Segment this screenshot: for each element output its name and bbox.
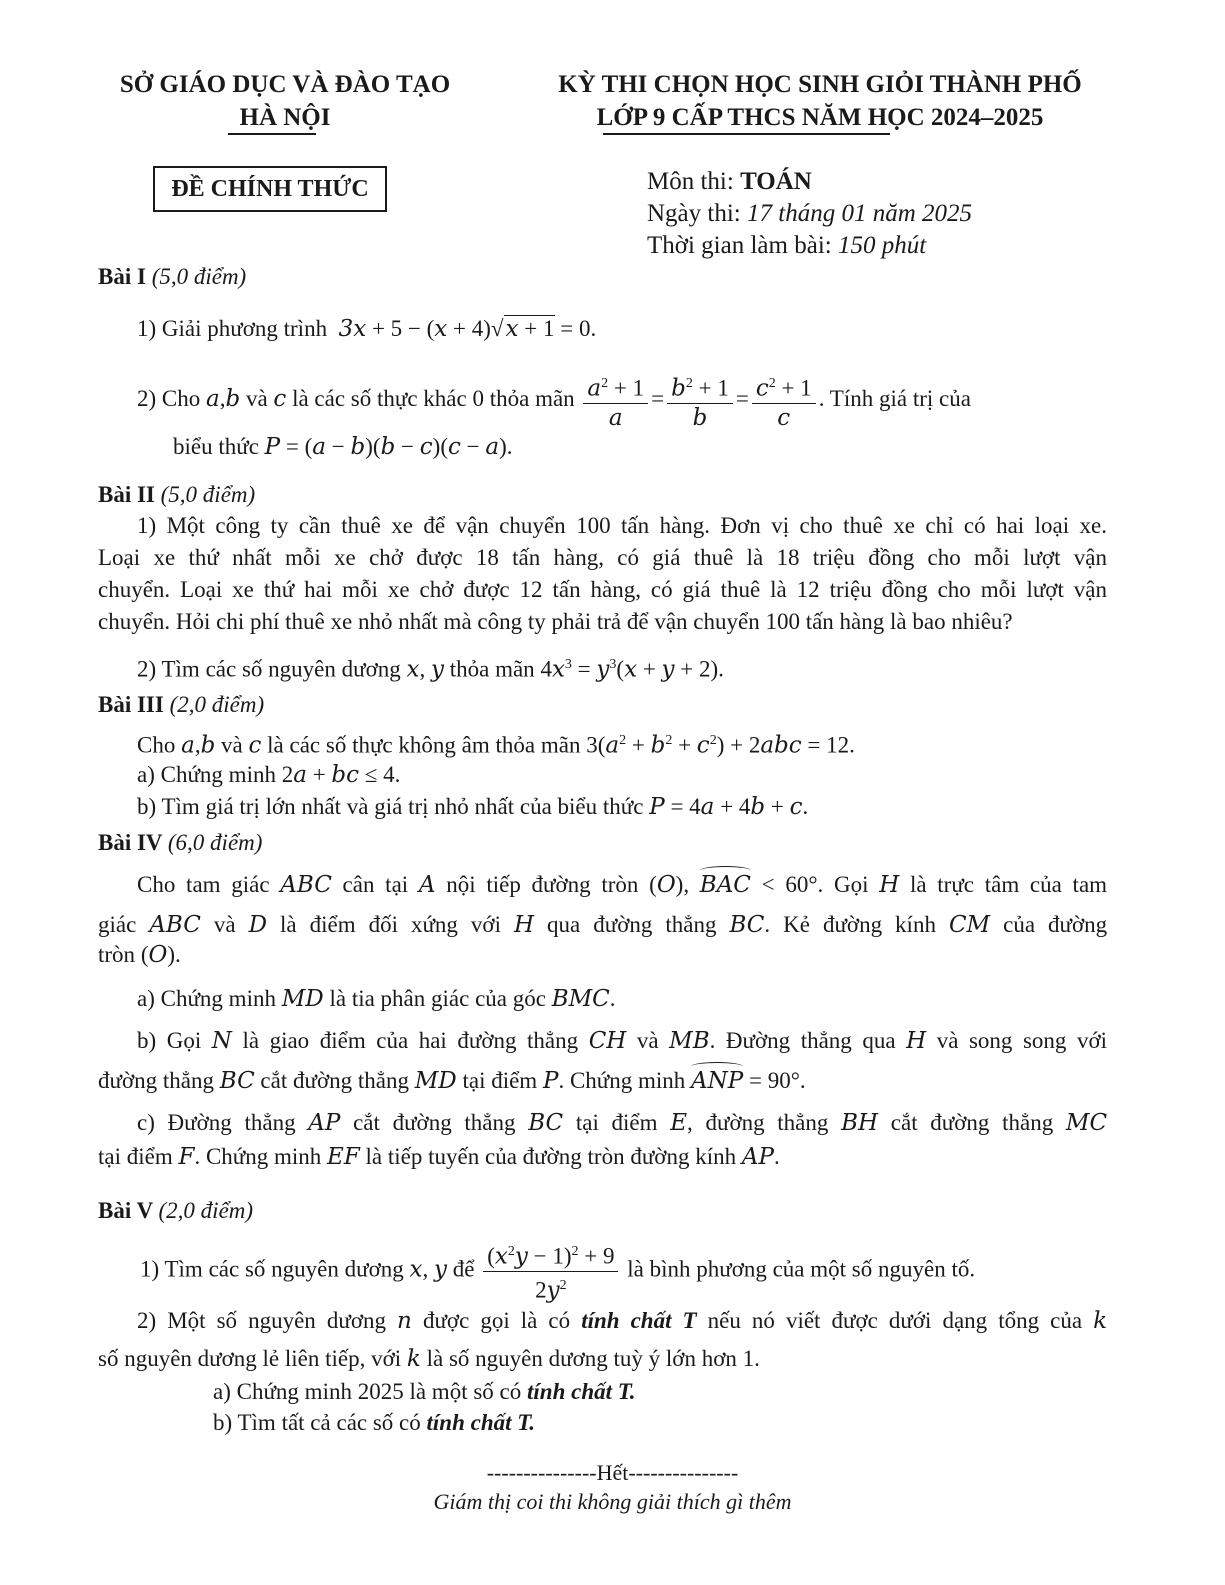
section-4-line1: Cho tam giác ABC cân tại A nội tiếp đường tròn (O), BAC < 60°. Gọi H là trực tâm của tam bbox=[137, 872, 1108, 898]
section-5-heading: Bài V (2,0 điểm) bbox=[98, 1198, 254, 1223]
section-2-q1-line3: chuyển. Loại xe thứ hai mỗi xe chở được 12 tấn hàng, có giá thuê là 12 triệu đồng cho mỗi lượt vận bbox=[98, 577, 1107, 602]
date-line: Ngày thi: 17 tháng 01 năm 2025 bbox=[647, 200, 972, 227]
section-4-question-c-line2: tại điểm F. Chứng minh EF là tiếp tuyến của đường tròn đường kính AP. bbox=[98, 1144, 780, 1170]
section-2-question-2: 2) Tìm các số nguyên dương x, y thỏa mãn $4x^3 = y^3(x + y + 2)$. bbox=[137, 656, 724, 683]
section-4-question-b-line1: b) Gọi N là giao điểm của hai đường thẳng CH và MB. Đường thẳng qua H và song song với bbox=[137, 1028, 1108, 1054]
section-1-heading: Bài I (5,0 điểm) bbox=[98, 264, 247, 289]
exam-underline bbox=[603, 133, 890, 135]
section-5-question-2-line2: số nguyên dương lẻ liên tiếp, với k là số nguyên dương tuỳ ý lớn hơn 1. bbox=[98, 1346, 760, 1372]
city-underline bbox=[228, 133, 316, 135]
proctor-note: Giám thị coi thi không giải thích gì thêm bbox=[433, 1489, 792, 1514]
section-4-question-b-line2: đường thẳng BC cắt đường thẳng MD tại điểm P. Chứng minh ANP = 90°. bbox=[98, 1068, 806, 1094]
section-4-line2: giác ABC và D là điểm đối xứng với H qua đường thẳng BC. Kẻ đường kính CM của đường bbox=[98, 912, 1108, 938]
city-name: HÀ NỘI bbox=[239, 104, 331, 131]
department-header bbox=[95, 68, 475, 134]
duration-line: Thời gian làm bài: 150 phút bbox=[647, 232, 927, 259]
section-5-question-a: a) Chứng minh 2025 là một số có tính chất T. bbox=[213, 1379, 636, 1404]
date-value: 17 tháng 01 năm 2025 bbox=[747, 200, 972, 227]
exam-grade-year: LỚP 9 CẤP THCS NĂM HỌC 2024–2025 bbox=[596, 104, 1044, 131]
section-2-heading: Bài II (5,0 điểm) bbox=[98, 482, 256, 507]
section-3-question-b: b) Tìm giá trị lớn nhất và giá trị nhỏ nhất của biểu thức P = 4a + 4b + c. bbox=[137, 794, 809, 820]
section-3-question-a: a) Chứng minh 2a + bc ≤ 4. bbox=[137, 762, 401, 788]
section-5-question-2-line1: 2) Một số nguyên dương n được gọi là có tính chất T nếu nó viết được dưới dạng tổng của k bbox=[137, 1308, 1108, 1334]
section-2-q1-line2: Loại xe thứ nhất mỗi xe chở được 18 tấn hàng, có giá thuê là 18 triệu đồng cho mỗi lượt vận bbox=[98, 545, 1107, 570]
section-2-q1-line4: chuyển. Hỏi chi phí thuê xe nhỏ nhất mà công ty phải trả để vận chuyển 100 tấn hàng là bao nhiêu? bbox=[98, 609, 1013, 634]
section-1-question-2: 2) Cho a,b và c là các số thực khác 0 thỏa mãn $\frac{a^2 + 1}{a}$ = $\frac{b^2 + 1}{b}$ = $\frac{c^2 + 1}{c}$ . Tính giá trị của bbox=[137, 370, 971, 432]
section-3-heading: Bài III (2,0 điểm) bbox=[98, 692, 265, 717]
section-1-question-1: 1) Giải phương trình 3x + 5 − (x + 4)√x + 1 = 0. bbox=[137, 316, 597, 342]
section-4-heading: Bài IV (6,0 điểm) bbox=[98, 830, 263, 855]
official-exam-box: ĐỀ CHÍNH THỨC bbox=[153, 166, 387, 212]
end-marker: ---------------Hết--------------- bbox=[486, 1460, 739, 1485]
exam-header bbox=[500, 68, 1140, 134]
subject-line: Môn thi: TOÁN bbox=[647, 168, 812, 195]
section-4-question-a: a) Chứng minh MD là tia phân giác của góc BMC. bbox=[137, 986, 616, 1012]
section-2-q1-line1: 1) Một công ty cần thuê xe để vận chuyển 100 tấn hàng. Đơn vị cho thuê xe chỉ có hai loại xe. bbox=[137, 513, 1107, 538]
department-name: SỞ GIÁO DỤC VÀ ĐÀO TẠO bbox=[119, 71, 451, 98]
subject-value: TOÁN bbox=[740, 168, 812, 195]
exam-title: KỲ THI CHỌN HỌC SINH GIỎI THÀNH PHỐ bbox=[558, 71, 1082, 98]
section-4-line3: tròn (O). bbox=[98, 942, 181, 968]
section-4-question-c-line1: c) Đường thẳng AP cắt đường thẳng BC tại điểm E, đường thẳng BH cắt đường thẳng MC bbox=[137, 1110, 1108, 1136]
duration-value: 150 phút bbox=[837, 232, 927, 259]
section-3-intro: Cho a,b và c là các số thực không âm thỏa mãn $3(a^2 + b^2 + c^2) + 2abc = 12$. bbox=[137, 732, 855, 759]
section-5-question-1: 1) Tìm các số nguyên dương x, y để $\frac{(x^2y - 1)^2 + 9}{2y^2}$ là bình phương của một số nguyên tố. bbox=[140, 1238, 975, 1304]
section-5-question-b: b) Tìm tất cả các số có tính chất T. bbox=[213, 1410, 535, 1435]
section-1-question-2-cont: biểu thức P = (a − b)(b − c)(c − a). bbox=[173, 434, 513, 460]
